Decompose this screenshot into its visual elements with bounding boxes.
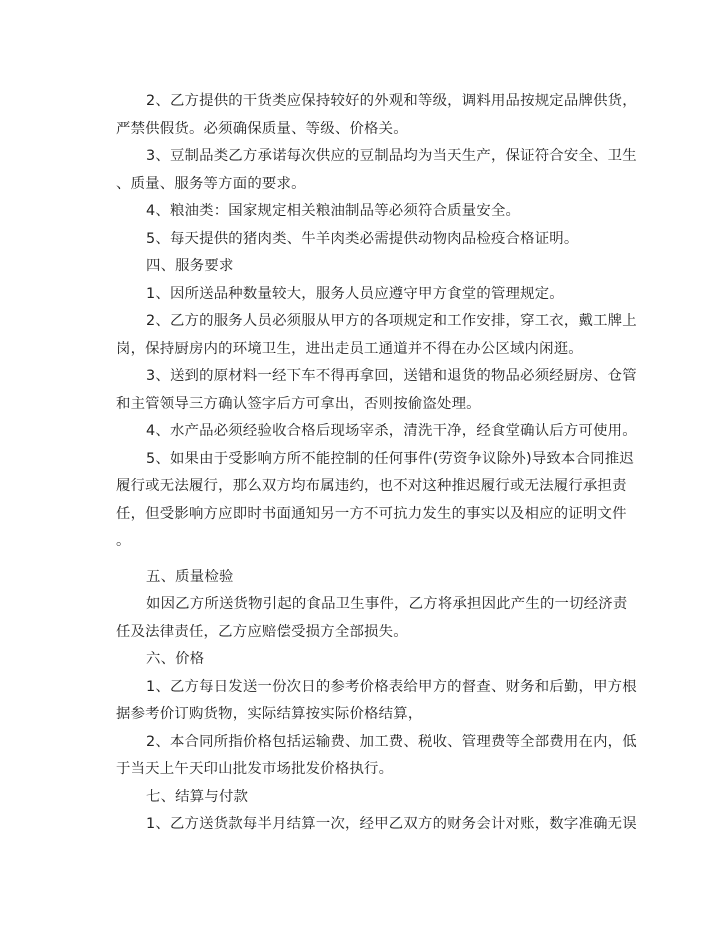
s4-item3-line2: 和主管领导三方确认签字后方可拿出，否则按偷盗处理。 — [116, 395, 481, 412]
spacer — [116, 556, 604, 564]
section6-heading: 六、价格 — [146, 651, 205, 667]
s4-item5-line4: 。 — [116, 533, 131, 549]
s5-para-line1: 如因乙方所送货物引起的食品卫生事件，乙方将承担因此产生的一切经济责 — [146, 596, 628, 612]
s6-item2-line1: 2、本合同所指价格包括运输费、加工费、税收、管理费等全部费用在内，低 — [146, 733, 637, 750]
s4-item5-line1: 5、如果由于受影响方所不能控制的任何事件(劳资争议除外)导致本合同推迟 — [146, 450, 634, 467]
s7-item1: 1、乙方送货款每半月结算一次，经甲乙双方的财务会计对账，数字准确无误 — [146, 816, 637, 832]
s4-item4: 4、水产品必须经验收合格后现场宰杀，清洗干净，经食堂确认后方可使用。 — [146, 423, 637, 439]
section5-heading: 五、质量检验 — [146, 568, 234, 585]
section7-heading: 七、结算与付款 — [146, 788, 249, 805]
s3-item3-line2: 、质量、服务等方面的要求。 — [116, 175, 306, 192]
s6-item2-line2: 于当天上午天印山批发市场批发价格执行。 — [116, 761, 394, 777]
s6-item1-line2: 据参考价订购货物，实际结算按实际价格结算， — [116, 706, 423, 722]
s4-item3-line1: 3、送到的原材料一经下车不得再拿回，送错和退货的物品必须经厨房、仓管 — [146, 368, 637, 384]
s3-item4: 4、粮油类：国家规定相关粮油制品等必须符合质量安全。 — [146, 203, 521, 219]
s4-item5-line3: 任，但受影响方应即时书面通知另一方不可抗力发生的事实以及相应的证明文件 — [116, 505, 627, 522]
s4-item1: 1、因所送品种数量较大，服务人员应遵守甲方食堂的管理规定。 — [146, 285, 564, 302]
s5-para-line2: 任及法律责任，乙方应赔偿受损方全部损失。 — [116, 623, 408, 640]
s4-item2-line2: 岗，保持厨房内的环境卫生，进出走员工通道并不得在办公区域内闲逛。 — [116, 340, 583, 357]
s4-item5-line2: 履行或无法履行，那么双方均布属违约，也不对这种推迟履行或无法履行承担责 — [116, 478, 627, 494]
s3-item2-line1: 2、乙方提供的干货类应保持较好的外观和等级，调料用品按规定品牌供货， — [146, 93, 637, 109]
s3-item3-line1: 3、豆制品类乙方承诺每次供应的豆制品均为当天生产，保证符合安全、卫生 — [146, 148, 637, 164]
s3-item2-line2: 严禁供假货。必须确保质量、等级、价格关。 — [116, 120, 408, 137]
s3-item5: 5、每天提供的猪肉类、牛羊肉类必需提供动物肉品检疫合格证明。 — [146, 230, 579, 247]
section4-heading: 四、服务要求 — [146, 258, 234, 274]
document-body — [116, 88, 637, 839]
s4-item2-line1: 2、乙方的服务人员必须服从甲方的各项规定和工作安排，穿工衣，戴工牌上 — [146, 313, 637, 329]
s6-item1-line1: 1、乙方每日发送一份次日的参考价格表给甲方的督查、财务和后勤，甲方根 — [146, 678, 637, 695]
